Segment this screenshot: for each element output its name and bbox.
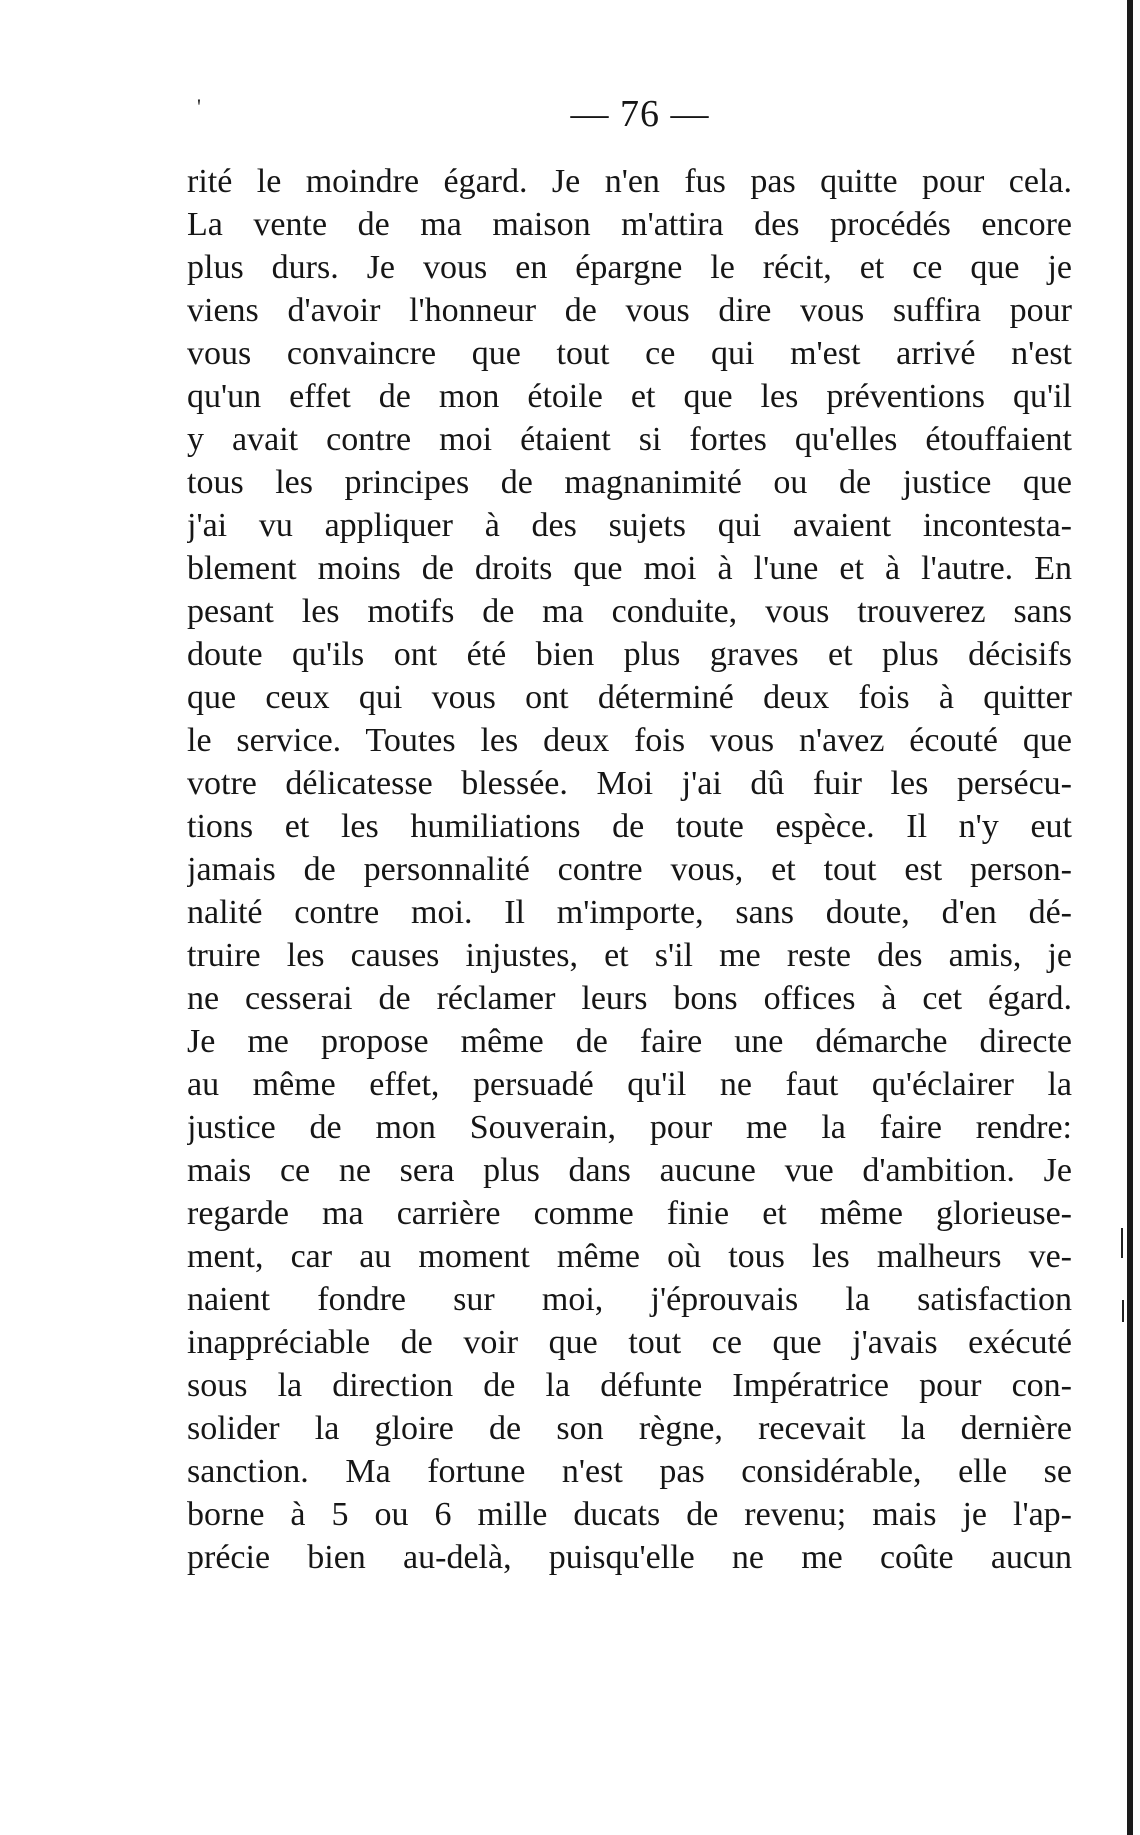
- edge-tick-mark: [1121, 1228, 1123, 1258]
- text-line: qu'un effet de mon étoile et que les préventions qu'il: [187, 378, 1072, 415]
- text-line: le service. Toutes les deux fois vous n'avez écouté que: [187, 722, 1072, 759]
- text-line: Je me propose même de faire une démarche directe: [187, 1023, 1072, 1060]
- text-line: sanction. Ma fortune n'est pas considérable, elle se: [187, 1453, 1072, 1490]
- text-line: j'ai vu appliquer à des sujets qui avaient incontesta-: [187, 507, 1072, 544]
- text-line: borne à 5 ou 6 mille ducats de revenu; mais je l'ap-: [187, 1496, 1072, 1533]
- text-line: ment, car au moment même où tous les malheurs ve-: [187, 1238, 1072, 1275]
- page-edge-border: [1127, 0, 1133, 1835]
- stray-ink-mark: ': [197, 94, 201, 119]
- text-line: truire les causes injustes, et s'il me reste des amis, je: [187, 937, 1072, 974]
- text-line: précie bien au-delà, puisqu'elle ne me coûte aucun: [187, 1539, 1072, 1576]
- text-line: y avait contre moi étaient si fortes qu'elles étouffaient: [187, 421, 1072, 458]
- text-line: blement moins de droits que moi à l'une et à l'autre. En: [187, 550, 1072, 587]
- text-line: rité le moindre égard. Je n'en fus pas quitte pour cela.: [187, 163, 1072, 200]
- text-line: tions et les humiliations de toute espèce. Il n'y eut: [187, 808, 1072, 845]
- text-line: plus durs. Je vous en épargne le récit, et ce que je: [187, 249, 1072, 286]
- edge-tick-mark: [1122, 1300, 1124, 1322]
- page-number: — 76 —: [570, 93, 710, 135]
- text-line: inappréciable de voir que tout ce que j'avais exécuté: [187, 1324, 1072, 1361]
- text-line: doute qu'ils ont été bien plus graves et plus décisifs: [187, 636, 1072, 673]
- text-line: que ceux qui vous ont déterminé deux fois à quitter: [187, 679, 1072, 716]
- text-line: ne cesserai de réclamer leurs bons offices à cet égard.: [187, 980, 1072, 1017]
- text-line: jamais de personnalité contre vous, et tout est person-: [187, 851, 1072, 888]
- text-line: La vente de ma maison m'attira des procédés encore: [187, 206, 1072, 243]
- text-line: pesant les motifs de ma conduite, vous trouverez sans: [187, 593, 1072, 630]
- text-line: sous la direction de la défunte Impératrice pour con-: [187, 1367, 1072, 1404]
- text-line: justice de mon Souverain, pour me la faire rendre:: [187, 1109, 1072, 1146]
- text-line: viens d'avoir l'honneur de vous dire vous suffira pour: [187, 292, 1072, 329]
- text-line: mais ce ne sera plus dans aucune vue d'ambition. Je: [187, 1152, 1072, 1189]
- text-line: solider la gloire de son règne, recevait la dernière: [187, 1410, 1072, 1447]
- text-line: naient fondre sur moi, j'éprouvais la satisfaction: [187, 1281, 1072, 1318]
- text-line: au même effet, persuadé qu'il ne faut qu'éclairer la: [187, 1066, 1072, 1103]
- text-line: tous les principes de magnanimité ou de justice que: [187, 464, 1072, 501]
- text-line: vous convaincre que tout ce qui m'est arrivé n'est: [187, 335, 1072, 372]
- text-line: regarde ma carrière comme finie et même glorieuse-: [187, 1195, 1072, 1232]
- text-line: nalité contre moi. Il m'importe, sans doute, d'en dé-: [187, 894, 1072, 931]
- body-text: [187, 160, 1072, 1579]
- text-line: votre délicatesse blessée. Moi j'ai dû fuir les persécu-: [187, 765, 1072, 802]
